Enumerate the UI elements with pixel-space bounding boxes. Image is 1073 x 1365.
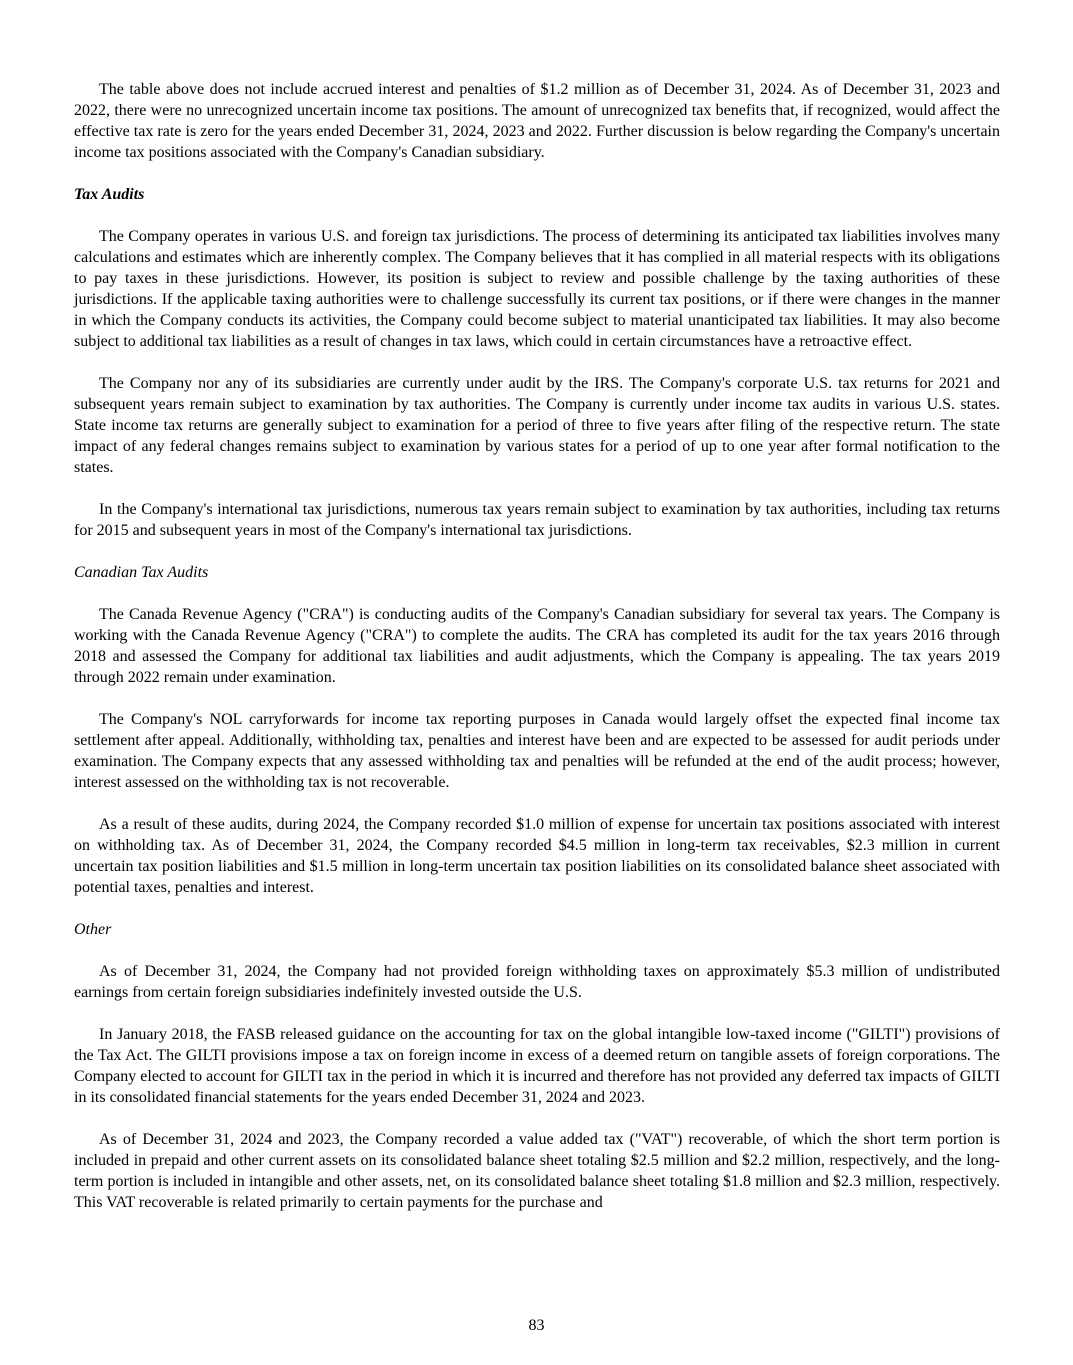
paragraph-tax-jurisdictions: The Company operates in various U.S. and foreign tax jurisdictions. The process of determining its anticipated tax liabilities involves many calculations and estimates which are inherently complex. The Company believes that it has complied in all material respects with its obligations to pay taxes in these jurisdictions. However, its position is subject to review and possible challenge by the taxing authorities of these jurisdictions. If the applicable taxing authorities were to challenge successfully its current tax positions, or if there were changes in the manner in which the Company conducts its activities, the Company could become subject to material unanticipated tax liabilities. It may also become subject to additional tax liabilities as a result of changes in tax laws, which could in certain circumstances have a retroactive effect.	[74, 228, 1000, 350]
heading-other: Other	[74, 921, 112, 938]
paragraph-irs-audit: The Company nor any of its subsidiaries are currently under audit by the IRS. The Company's corporate U.S. tax returns for 2021 and subsequent years remain subject to examination by tax authorities. The Company is currently under income tax audits in various U.S. states. State income tax returns are generally subject to examination for a period of three to five years after filing of the respective return. The state impact of any federal changes remains subject to examination by various states for a period of up to one year after formal notification to the states.	[74, 375, 1000, 476]
paragraph-vat-recoverable: As of December 31, 2024 and 2023, the Company recorded a value added tax ("VAT") recoverable, of which the short term portion is included in prepaid and other current assets on its consolidated balance sheet totaling $2.5 million and $2.2 million, respectively, and the long-term portion is included in intangible and other assets, net, on its consolidated balance sheet totaling $1.8 million and $2.3 million, respectively. This VAT recoverable is related primarily to certain payments for the purchase and	[74, 1131, 1000, 1211]
paragraph-international-jurisdictions: In the Company's international tax jurisdictions, numerous tax years remain subject to examination by tax authorities, including tax returns for 2015 and subsequent years in most of the Company's international tax jurisdictions.	[74, 501, 1000, 539]
document-page	[74, 79, 1000, 1213]
paragraph-nol-carryforwards: The Company's NOL carryforwards for income tax reporting purposes in Canada would largely offset the expected final income tax settlement after appeal. Additionally, withholding tax, penalties and interest have been and are expected to be assessed for audit periods under examination. The Company expects that any assessed withholding tax and penalties will be refunded at the end of the audit process; however, interest assessed on the withholding tax is not recoverable.	[74, 711, 1000, 791]
page-number: 83	[528, 1317, 545, 1334]
paragraph-unrecognized-tax: The table above does not include accrued interest and penalties of $1.2 million as of December 31, 2024. As of December 31, 2023 and 2022, there were no unrecognized uncertain income tax positions. The amount of unrecognized tax benefits that, if recognized, would affect the effective tax rate is zero for the years ended December 31, 2024, 2023 and 2022. Further discussion is below regarding the Company's uncertain income tax positions associated with the Company's Canadian subsidiary.	[74, 81, 1000, 161]
paragraph-cra-audits: The Canada Revenue Agency ("CRA") is conducting audits of the Company's Canadian subsidiary for several tax years. The Company is working with the Canada Revenue Agency ("CRA") to complete the audits. The CRA has completed its audit for the tax years 2016 through 2018 and assessed the Company for additional tax liabilities and audit adjustments, which the Company is appealing. The tax years 2019 through 2022 remain under examination.	[74, 606, 1000, 686]
paragraph-gilti: In January 2018, the FASB released guidance on the accounting for tax on the global intangible low-taxed income ("GILTI") provisions of the Tax Act. The GILTI provisions impose a tax on foreign income in excess of a deemed return on tangible assets of foreign corporations. The Company elected to account for GILTI tax in the period in which it is incurred and therefore has not provided any deferred tax impacts of GILTI in its consolidated financial statements for the years ended December 31, 2024 and 2023.	[74, 1026, 1000, 1106]
heading-tax-audits: Tax Audits	[74, 186, 145, 203]
heading-canadian-tax-audits: Canadian Tax Audits	[74, 564, 209, 581]
paragraph-foreign-withholding: As of December 31, 2024, the Company had not provided foreign withholding taxes on approximately $5.3 million of undistributed earnings from certain foreign subsidiaries indefinitely invested outside the U.S.	[74, 963, 1000, 1001]
paragraph-audit-results: As a result of these audits, during 2024, the Company recorded $1.0 million of expense for uncertain tax positions associated with interest on withholding tax. As of December 31, 2024, the Company recorded $4.5 million in long-term tax receivables, $2.3 million in current uncertain tax position liabilities and $1.5 million in long-term uncertain tax position liabilities on its consolidated balance sheet associated with potential taxes, penalties and interest.	[74, 816, 1000, 896]
